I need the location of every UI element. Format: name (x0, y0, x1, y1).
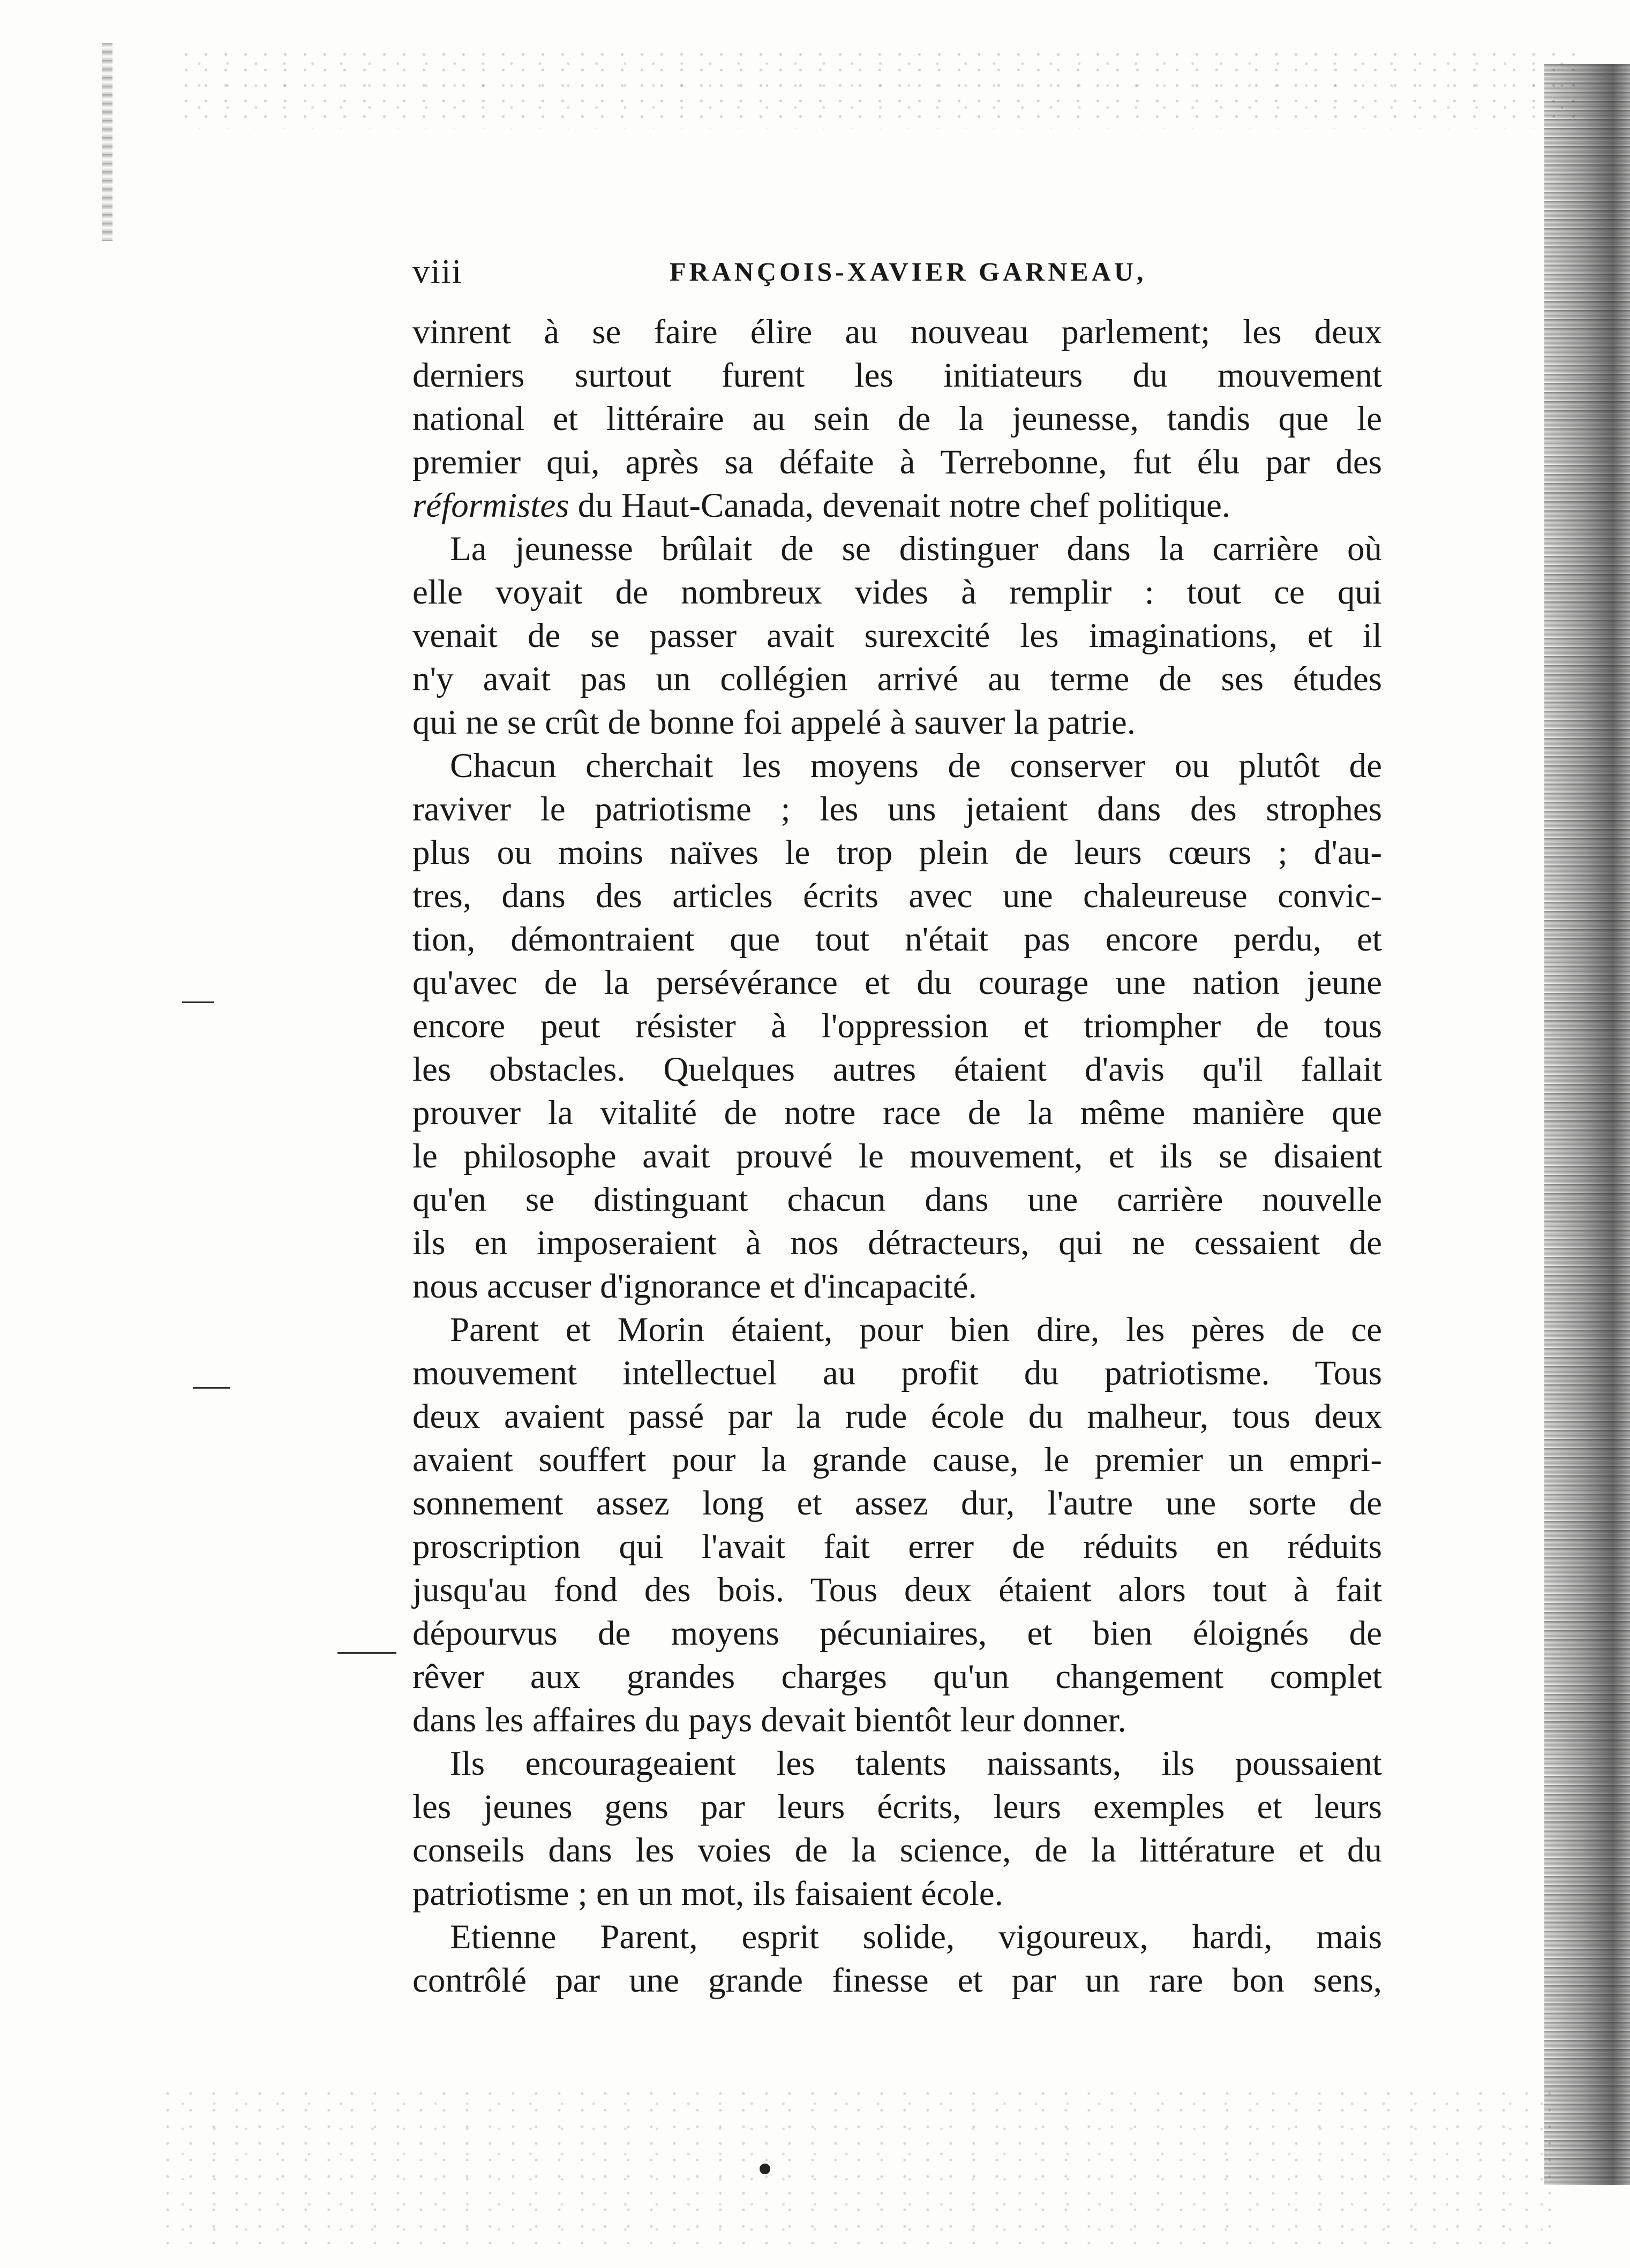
text-line: national et littéraire au sein de la jeunesse, tandis que le (412, 400, 1382, 438)
text-line: réformistes du Haut-Canada, devenait notre chef politique. (412, 486, 1231, 525)
scan-noise-bottom (161, 2089, 1553, 2249)
text-line: dans les affaires du pays devait bientôt leur donner. (412, 1701, 1126, 1739)
text-line: Parent et Morin étaient, pour bien dire, les pères de ce (450, 1310, 1382, 1349)
text-line: plus ou moins naïves le trop plein de leurs cœurs ; d'au- (412, 833, 1382, 872)
text-line: mouvement intellectuel au profit du patriotisme. Tous (412, 1354, 1382, 1392)
text-line: La jeunesse brûlait de se distinguer dans la carrière où (450, 530, 1382, 568)
margin-mark (182, 1001, 214, 1003)
text-line: prouver la vitalité de notre race de la même manière que (412, 1094, 1382, 1132)
text-line: tion, démontraient que tout n'était pas encore perdu, et (412, 920, 1382, 959)
text-line: Ils encourageaient les talents naissants, ils poussaient (450, 1744, 1382, 1783)
text-line: Chacun cherchait les moyens de conserver ou plutôt de (450, 747, 1382, 785)
text-line: premier qui, après sa défaite à Terrebonne, fut élu par des (412, 443, 1382, 481)
text-line: qui ne se crût de bonne foi appelé à sauver la patrie. (412, 703, 1136, 742)
text-line: patriotisme ; en un mot, ils faisaient école. (412, 1874, 1003, 1913)
text-line: proscription qui l'avait fait errer de réduits en réduits (412, 1527, 1382, 1566)
text-line: dépourvus de moyens pécuniaires, et bien éloignés de (412, 1614, 1382, 1653)
text-line: elle voyait de nombreux vides à remplir : tout ce qui (412, 573, 1382, 612)
text-line: n'y avait pas un collégien arrivé au terme de ses études (412, 660, 1382, 698)
text-line: qu'en se distinguant chacun dans une carrière nouvelle (412, 1180, 1382, 1219)
text-line: qu'avec de la persévérance et du courage une nation jeune (412, 963, 1382, 1002)
text-line: deux avaient passé par la rude école du malheur, tous deux (412, 1397, 1382, 1436)
text-line: rêver aux grandes charges qu'un changement complet (412, 1657, 1382, 1696)
text-line: venait de se passer avait surexcité les imaginations, et il (412, 616, 1382, 655)
text-line: sonnement assez long et assez dur, l'autre une sorte de (412, 1484, 1382, 1523)
page-number: viii (412, 252, 463, 290)
text-line: nous accuser d'ignorance et d'incapacité. (412, 1267, 977, 1306)
text-line: derniers surtout furent les initiateurs du mouvement (412, 356, 1382, 395)
text-line: tres, dans des articles écrits avec une chaleureuse convic- (412, 877, 1382, 915)
text-line: Etienne Parent, esprit solide, vigoureux, hardi, mais (450, 1918, 1382, 1956)
scan-edge-left (102, 43, 112, 241)
italic-word: réformistes (412, 486, 569, 525)
text-line: vinrent à se faire élire au nouveau parlement; les deux (412, 313, 1382, 351)
ink-dot (760, 2164, 770, 2174)
text-line: les jeunes gens par leurs écrits, leurs exemples et leurs (412, 1788, 1382, 1826)
text-line: le philosophe avait prouvé le mouvement, et ils se disaient (412, 1137, 1382, 1176)
body-text (412, 311, 1382, 2002)
running-title: FRANÇOIS-XAVIER GARNEAU, (670, 257, 1147, 287)
text-line: encore peut résister à l'oppression et triompher de tous (412, 1007, 1382, 1045)
margin-mark (193, 1387, 230, 1389)
margin-mark (337, 1652, 396, 1654)
scan-noise-top (182, 48, 1575, 129)
text-line: ils en imposeraient à nos détracteurs, qui ne cessaient de (412, 1224, 1382, 1262)
text-line: raviver le patriotisme ; les uns jetaient dans des strophes (412, 790, 1382, 828)
text-line: conseils dans les voies de la science, de la littérature et du (412, 1831, 1382, 1870)
text-line: les obstacles. Quelques autres étaient d'avis qu'il fallait (412, 1050, 1382, 1089)
scan-edge-right (1544, 64, 1630, 2185)
page-header (412, 252, 1430, 300)
text-line: avaient souffert pour la grande cause, le premier un empri- (412, 1441, 1382, 1479)
text-line: contrôlé par une grande finesse et par un rare bon sens, (412, 1961, 1382, 2000)
text-line: jusqu'au fond des bois. Tous deux étaient alors tout à fait (412, 1571, 1382, 1609)
